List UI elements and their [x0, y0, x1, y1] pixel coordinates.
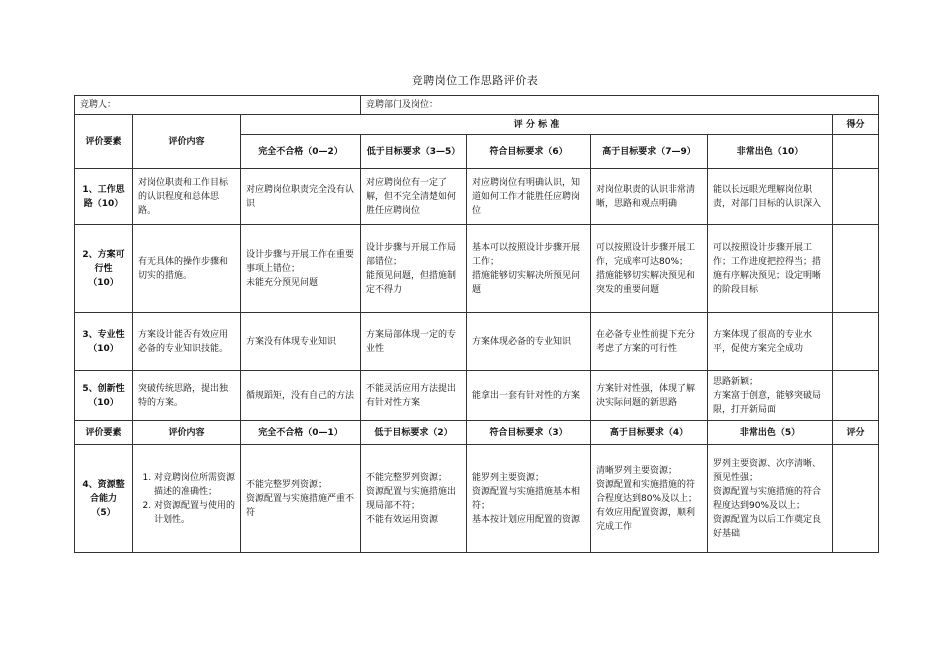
content-cell: 对岗位职责和工作目标的认识程度和总体思路。 — [133, 169, 241, 225]
level-cell: 循规蹈矩，没有自己的方法 — [241, 371, 361, 421]
level-cell: 能拿出一套有针对性的方案 — [467, 371, 591, 421]
level-cell: 设计步骤与开展工作局部错位； 能预见问题，但措施制定不得力 — [361, 225, 467, 313]
level-cell: 可以按照设计步骤开展工作；工作进度把控得当；措施有序解决预见；设定明晰的阶段目标 — [708, 225, 833, 313]
factor-cell: 4、资源整合能力 （5） — [75, 445, 133, 553]
level-cell: 对岗位职责的认识非常清晰，思路和观点明确 — [591, 169, 708, 225]
score-header-blank — [833, 135, 879, 169]
factor-cell: 5、创新性 （10） — [75, 371, 133, 421]
level-header-2: 低于目标要求（3—5） — [361, 135, 467, 169]
content-cell: 有无具体的操作步骤和切实的措施。 — [133, 225, 241, 313]
level-header-2-5: 非常出色（5） — [708, 421, 833, 445]
header-factor: 评价要素 — [75, 115, 133, 169]
factor-cell: 2、方案可行性 （10） — [75, 225, 133, 313]
header-row-2 — [75, 421, 879, 445]
list-item: 2. 对资源配置与使用的计划性。 — [154, 499, 235, 527]
score-cell[interactable] — [833, 371, 879, 421]
level-cell: 在必备专业性前提下充分考虑了方案的可行性 — [591, 313, 708, 371]
level-header-2-3: 符合目标要求（3） — [467, 421, 591, 445]
level-cell: 不能完整罗列资源； 资源配置与实施措施严重不符 — [241, 445, 361, 553]
level-cell: 罗列主要资源、次序清晰、预见性强； 资源配置与实施措施的符合程度达到90%及以上； 资源配置为以后工作奠定良好基础 — [708, 445, 833, 553]
level-header-4: 高于目标要求（7—9） — [591, 135, 708, 169]
score-cell[interactable] — [833, 225, 879, 313]
table-row — [75, 445, 879, 553]
header-content-2: 评价内容 — [133, 421, 241, 445]
level-cell: 方案没有体现专业知识 — [241, 313, 361, 371]
level-cell: 设计步骤与开展工作在重要事项上错位； 未能充分预见问题 — [241, 225, 361, 313]
content-cell — [133, 445, 241, 553]
level-cell: 能以长远眼光理解岗位职责，对部门目标的认识深入 — [708, 169, 833, 225]
form-title: 竞聘岗位工作思路评价表 — [411, 74, 539, 87]
header-standard: 评 分 标 准 — [241, 115, 833, 135]
evaluation-table — [74, 95, 879, 553]
list-item: 1. 对竞聘岗位所需资源描述的准确性； — [154, 471, 235, 499]
level-header-2-1: 完全不合格（0—1） — [241, 421, 361, 445]
level-cell: 方案针对性强，体现了解决实际问题的新思路 — [591, 371, 708, 421]
level-cell: 方案体现必备的专业知识 — [467, 313, 591, 371]
level-cell: 能罗列主要资源； 资源配置与实施措施基本相符； 基本按计划应用配置的资源 — [467, 445, 591, 553]
header-row-1 — [75, 115, 879, 135]
table-row — [75, 371, 879, 421]
level-cell: 可以按照设计步骤开展工作，完成率可达80%； 措施能够切实解决预见和突发的重要问题 — [591, 225, 708, 313]
level-cell: 基本可以按照设计步骤开展工作； 措施能够切实解决所预见问题 — [467, 225, 591, 313]
info-row — [75, 96, 879, 115]
level-cell: 对应聘岗位有一定了解，但不完全清楚如何胜任应聘岗位 — [361, 169, 467, 225]
table-row — [75, 313, 879, 371]
level-cell: 方案体现了很高的专业水平，促使方案完全成功 — [708, 313, 833, 371]
level-header-5: 非常出色（10） — [708, 135, 833, 169]
score-cell[interactable] — [833, 445, 879, 553]
factor-cell: 1、工作思路（10） — [75, 169, 133, 225]
content-list — [138, 471, 235, 527]
table-row — [75, 169, 879, 225]
level-header-2-4: 高于目标要求（4） — [591, 421, 708, 445]
level-cell: 不能完整罗列资源； 资源配置与实施措施出现局部不符； 不能有效运用资源 — [361, 445, 467, 553]
factor-cell: 3、专业性 （10） — [75, 313, 133, 371]
candidate-field[interactable]: 竞聘人： — [75, 96, 361, 115]
score-cell[interactable] — [833, 169, 879, 225]
level-header-3: 符合目标要求（6） — [467, 135, 591, 169]
level-cell: 不能灵活应用方法提出有针对性方案 — [361, 371, 467, 421]
level-cell: 思路新颖； 方案富于创意，能够突破局限，打开新局面 — [708, 371, 833, 421]
level-cell: 清晰罗列主要资源； 资源配置和实施措施的符合程度达到80%及以上； 有效应用配置资源，顺利完成工作 — [591, 445, 708, 553]
header-score-2: 评分 — [833, 421, 879, 445]
header-score: 得分 — [833, 115, 879, 135]
header-content: 评价内容 — [133, 115, 241, 169]
level-cell: 对应聘岗位职责完全没有认识 — [241, 169, 361, 225]
level-header-1: 完全不合格（0—2） — [241, 135, 361, 169]
content-cell: 方案设计能否有效应用必备的专业知识技能。 — [133, 313, 241, 371]
content-cell: 突破传统思路，提出独特的方案。 — [133, 371, 241, 421]
level-header-2-2: 低于目标要求（2） — [361, 421, 467, 445]
header-factor-2: 评价要素 — [75, 421, 133, 445]
score-cell[interactable] — [833, 313, 879, 371]
table-row — [75, 225, 879, 313]
level-cell: 方案局部体现一定的专业性 — [361, 313, 467, 371]
level-cell: 对应聘岗位有明确认识，知道如何工作才能胜任应聘岗位 — [467, 169, 591, 225]
dept-position-field[interactable]: 竞聘部门及岗位： — [361, 96, 879, 115]
